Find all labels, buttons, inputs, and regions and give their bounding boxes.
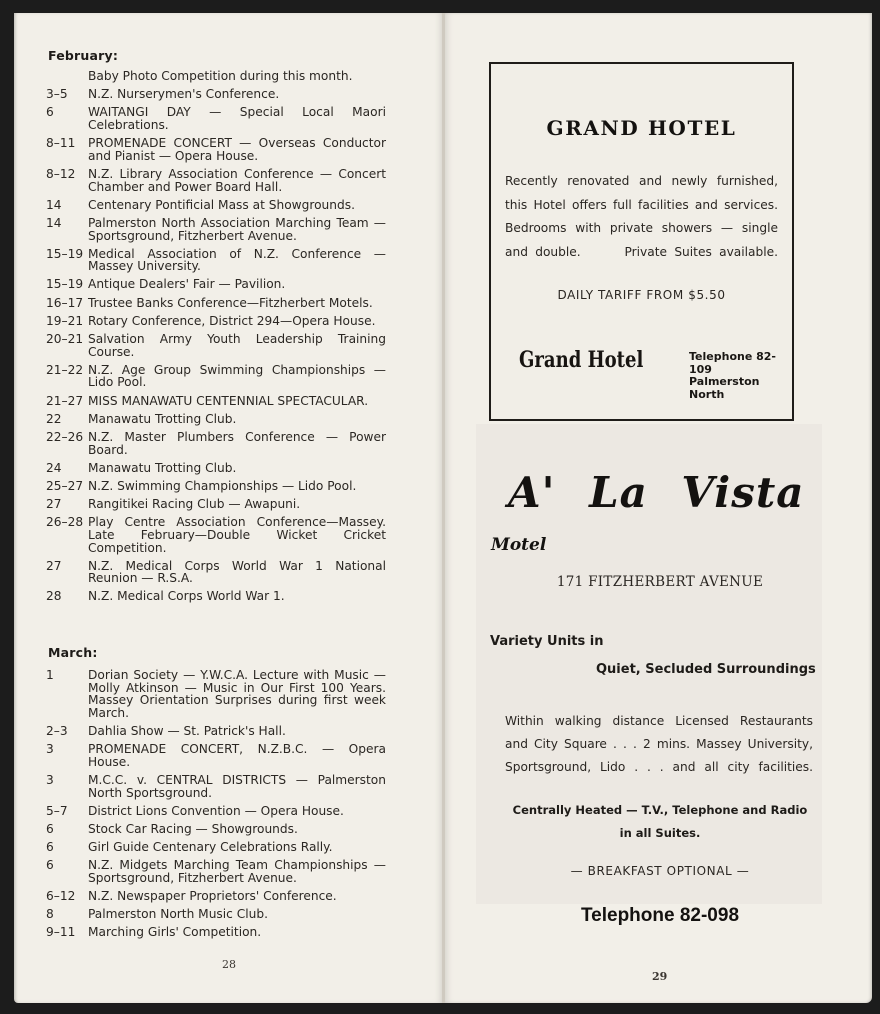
- event-date: 8–12: [46, 166, 76, 181]
- event-item: [46, 137, 386, 162]
- event-description: N.Z. Library Association Conference — Concert Chamber and Power Board Hall.: [88, 166, 386, 194]
- event-description: M.C.C. v. CENTRAL DISTRICTS — Palmerston North Sportsground.: [88, 772, 386, 800]
- event-description: PROMENADE CONCERT — Overseas Conductor and Pianist — Opera House.: [88, 136, 386, 163]
- description-line: Within walking distance Licensed Restaurants: [505, 714, 813, 728]
- event-item: [46, 926, 386, 939]
- event-item: [46, 315, 386, 328]
- grand-hotel-telephone: Telephone 82-109: [689, 350, 776, 376]
- event-description: Stock Car Racing — Showgrounds.: [88, 821, 298, 836]
- features-line: in all Suites.: [619, 826, 701, 840]
- event-item: [46, 431, 386, 456]
- event-description: PROMENADE CONCERT, N.Z.B.C. — Opera House.: [88, 742, 386, 769]
- event-date: 16–17: [46, 295, 84, 310]
- la-vista-subtitle: Motel: [491, 535, 547, 555]
- event-item: [46, 217, 386, 242]
- event-item: [46, 890, 386, 903]
- event-description: N.Z. Midgets Marching Team Championships — Sportsground, Fitzherbert Avenue.: [88, 858, 386, 885]
- event-description: N.Z. Master Plumbers Conference — Power Board.: [88, 429, 386, 457]
- page-number-left: 28: [222, 958, 236, 971]
- la-vista-headline-1: Variety Units in: [490, 634, 604, 649]
- event-item: [46, 841, 386, 854]
- event-item: [46, 462, 386, 475]
- event-date: 26–28: [46, 515, 84, 530]
- event-item: [46, 743, 386, 768]
- event-item: [46, 725, 386, 738]
- event-date: 6: [46, 858, 54, 873]
- event-date: 21–22: [46, 362, 84, 377]
- grand-hotel-title: GRAND HOTEL: [546, 116, 737, 140]
- event-date: 6: [46, 840, 54, 855]
- event-date: 2–3: [46, 723, 68, 738]
- grand-hotel-tariff: DAILY TARIFF FROM $5.50: [557, 288, 726, 302]
- event-description: Palmerston North Music Club.: [88, 907, 268, 922]
- la-vista-breakfast: — BREAKFAST OPTIONAL —: [570, 864, 750, 878]
- event-item: [46, 106, 386, 131]
- book-gutter: [442, 13, 445, 1003]
- grand-hotel-ad: [489, 62, 794, 421]
- event-item: [46, 823, 386, 836]
- event-description: N.Z. Age Group Swimming Championships — Lido Pool.: [88, 362, 386, 390]
- event-description: District Lions Convention — Opera House.: [88, 803, 344, 818]
- event-description: MISS MANAWATU CENTENNIAL SPECTACULAR.: [88, 393, 369, 408]
- page-number-right: 29: [652, 970, 668, 983]
- event-date: 24: [46, 460, 62, 475]
- la-vista-headline-2: Quiet, Secluded Surroundings: [596, 662, 816, 677]
- event-description: N.Z. Nurserymen's Conference.: [88, 87, 280, 102]
- grand-hotel-description: [505, 170, 778, 264]
- description-line: Recently renovated and newly furnished,: [505, 174, 778, 188]
- description-line: Bedrooms with private showers — single: [505, 221, 778, 235]
- event-date: 22–26: [46, 429, 84, 444]
- event-description: N.Z. Swimming Championships — Lido Pool.: [88, 478, 357, 493]
- la-vista-title: A' La Vista: [508, 468, 805, 517]
- event-item: [46, 70, 386, 83]
- event-date: 22: [46, 411, 62, 426]
- event-description: Palmerston North Association Marching Team —Sportsground, Fitzherbert Avenue.: [88, 215, 386, 243]
- grand-hotel-contact: [689, 351, 792, 401]
- event-date: [46, 70, 88, 83]
- description-line: and City Square . . . 2 mins. Massey University,: [505, 737, 813, 751]
- event-description: Manawatu Trotting Club.: [88, 460, 237, 475]
- event-date: 20–21: [46, 332, 84, 347]
- event-item: [46, 805, 386, 818]
- event-item: [46, 590, 386, 603]
- event-description: Marching Girls' Competition.: [88, 925, 262, 940]
- description-line: this Hotel offers full facilities and services.: [505, 197, 778, 212]
- event-item: [46, 774, 386, 799]
- event-item: [46, 199, 386, 212]
- event-date: 9–11: [46, 925, 76, 940]
- event-date: 27: [46, 497, 62, 512]
- event-description: Trustee Banks Conference—Fitzherbert Motels.: [88, 295, 373, 310]
- event-item: [46, 248, 386, 273]
- event-description: Girl Guide Centenary Celebrations Rally.: [88, 840, 333, 855]
- description-line: Sportsground, Lido . . . and all city facilities.: [505, 760, 813, 774]
- february-heading: February:: [48, 48, 119, 63]
- event-description: Play Centre Association Conference—Massey. Late February—Double Wicket Cricket Competition.: [88, 515, 386, 555]
- event-item: [46, 364, 386, 389]
- grand-hotel-logo: Grand Hotel: [519, 347, 644, 373]
- event-description: Manawatu Trotting Club.: [88, 411, 237, 426]
- event-item: [46, 560, 386, 585]
- event-item: [46, 859, 386, 884]
- event-date: 3: [46, 772, 54, 787]
- event-date: 8–11: [46, 136, 76, 151]
- event-description: Rotary Conference, District 294—Opera House.: [88, 313, 376, 328]
- event-description: Dorian Society — Y.W.C.A. Lecture with Music — Molly Atkinson — Music in Our First 100 Years. Massey Orientation Surprises during first week March.: [88, 668, 386, 720]
- event-item: [46, 88, 386, 101]
- march-event-list: [46, 669, 386, 945]
- event-item: [46, 168, 386, 193]
- event-description: WAITANGI DAY — Special Local Maori Celebrations.: [88, 105, 386, 132]
- event-description: Dahlia Show — St. Patrick's Hall.: [88, 723, 286, 738]
- event-date: 14: [46, 197, 62, 212]
- grand-hotel-location: Palmerston North: [689, 375, 760, 401]
- event-description: Medical Association of N.Z. Conference — Massey University.: [88, 246, 386, 274]
- event-description: N.Z. Medical Corps World War 1.: [88, 589, 285, 604]
- event-description: Rangitikei Racing Club — Awapuni.: [88, 497, 301, 512]
- event-date: 6: [46, 105, 54, 120]
- event-date: 3: [46, 742, 54, 757]
- event-date: 8: [46, 907, 54, 922]
- event-item: [46, 669, 386, 719]
- features-line: Centrally Heated — T.V., Telephone and Radio: [512, 803, 808, 817]
- event-date: 6: [46, 821, 54, 836]
- event-description: Centenary Pontificial Mass at Showgrounds.: [88, 197, 355, 212]
- event-date: 1: [46, 668, 54, 682]
- event-item: [46, 333, 386, 358]
- description-line: and double. Private Suites available.: [505, 244, 778, 259]
- event-description: Salvation Army Youth Leadership Training Course.: [88, 332, 386, 359]
- event-item: [46, 908, 386, 921]
- event-item: [46, 480, 386, 493]
- event-date: 14: [46, 215, 62, 230]
- event-item: [46, 498, 386, 511]
- event-date: 15–19: [46, 277, 84, 292]
- event-item: [46, 395, 386, 408]
- event-description: Antique Dealers' Fair — Pavilion.: [88, 277, 286, 292]
- event-description: N.Z. Medical Corps World War 1 National Reunion — R.S.A.: [88, 558, 386, 586]
- event-description: N.Z. Newspaper Proprietors' Conference.: [88, 889, 337, 904]
- la-vista-description: [505, 710, 813, 779]
- la-vista-address: 171 FITZHERBERT AVENUE: [556, 574, 764, 590]
- event-item: [46, 278, 386, 291]
- la-vista-features: [495, 799, 825, 845]
- event-date: 5–7: [46, 803, 68, 818]
- event-date: 28: [46, 589, 62, 604]
- event-item: [46, 413, 386, 426]
- event-date: 15–19: [46, 246, 84, 261]
- event-item: [46, 516, 386, 554]
- la-vista-telephone: Telephone 82-098: [580, 905, 740, 926]
- event-date: 19–21: [46, 313, 84, 328]
- march-heading: March:: [48, 645, 98, 660]
- event-date: 27: [46, 558, 62, 573]
- event-date: 3–5: [46, 87, 68, 102]
- event-date: 21–27: [46, 393, 84, 408]
- february-event-list: [46, 70, 386, 609]
- event-item: [46, 297, 386, 310]
- event-date: 6–12: [46, 889, 76, 904]
- event-date: 25–27: [46, 478, 84, 493]
- event-description: Baby Photo Competition during this month.: [88, 69, 353, 83]
